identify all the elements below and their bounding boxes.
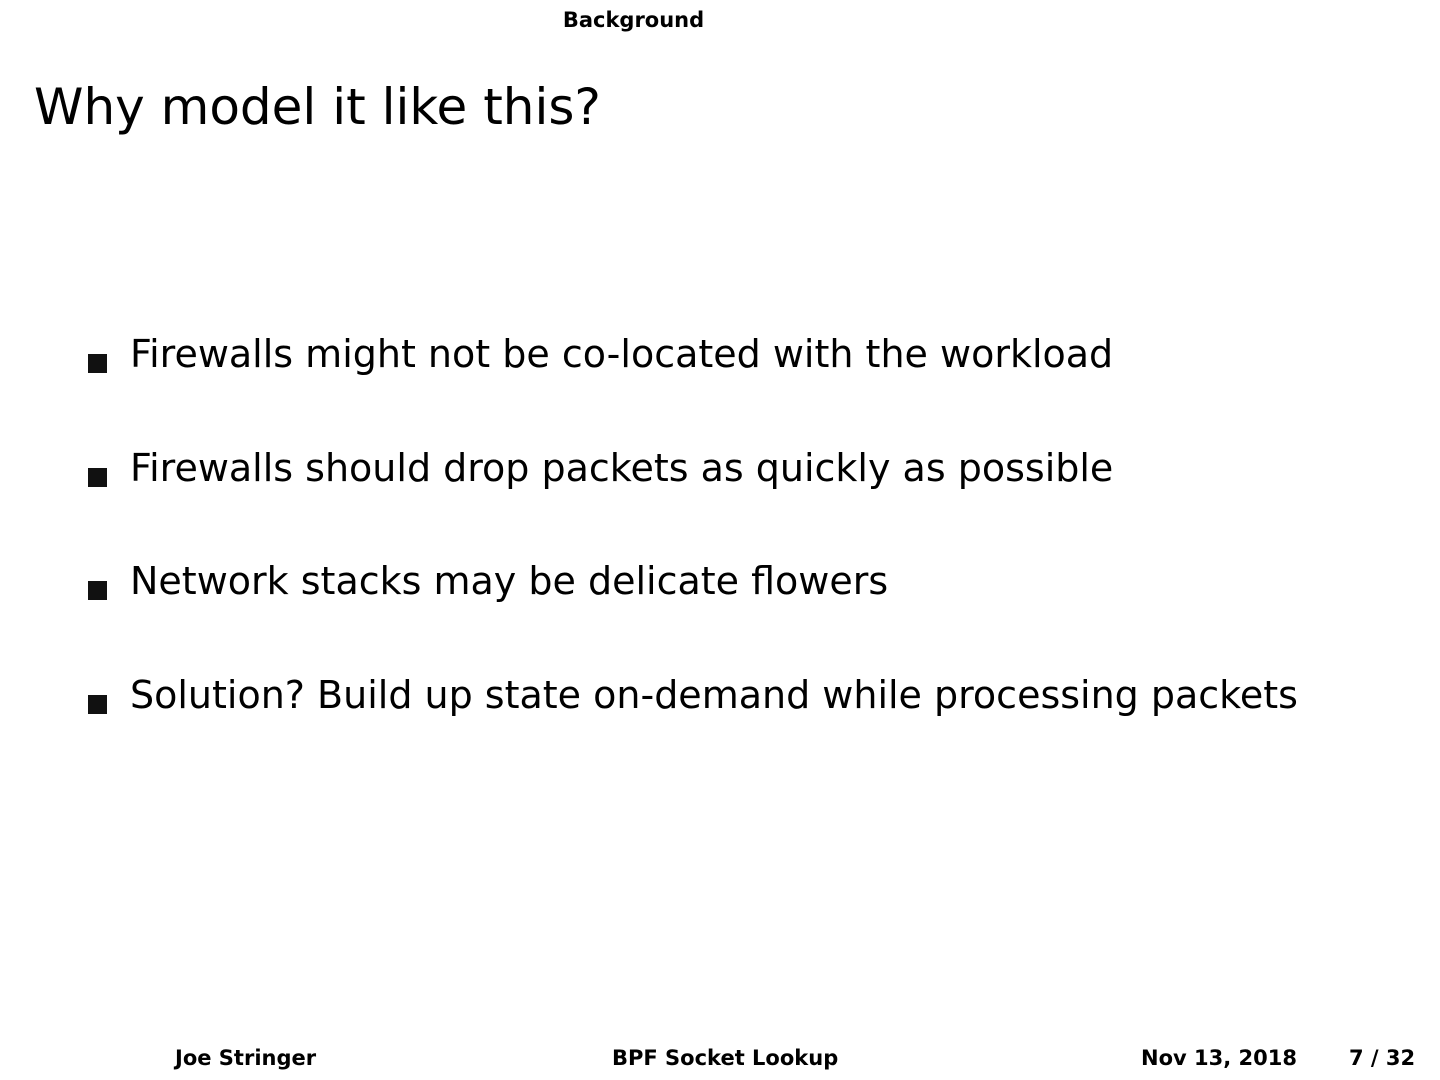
square-bullet-icon — [88, 354, 107, 373]
footer-title: BPF Socket Lookup — [612, 1046, 839, 1070]
footer-author: Joe Stringer — [175, 1046, 317, 1070]
list-item — [88, 559, 1298, 673]
list-item — [88, 332, 1298, 446]
slide-title: Why model it like this? — [34, 78, 601, 136]
bullet-list — [88, 332, 1298, 786]
list-item — [88, 446, 1298, 560]
bullet-text: Firewalls should drop packets as quickly as possible — [130, 445, 1114, 490]
square-bullet-icon — [88, 581, 107, 600]
bullet-text: Solution? Build up state on-demand while processing packets — [130, 672, 1298, 717]
square-bullet-icon — [88, 468, 107, 487]
bullet-text: Network stacks may be delicate flowers — [130, 559, 889, 603]
square-bullet-icon — [88, 695, 107, 714]
page-number: 7 / 32 — [1349, 1046, 1416, 1070]
section-header: Background — [562, 8, 705, 32]
bullet-text: Firewalls might not be co-located with the workload — [130, 332, 1114, 376]
footer-date: Nov 13, 2018 — [1141, 1046, 1297, 1070]
list-item — [88, 673, 1298, 787]
footer — [0, 1046, 1440, 1076]
